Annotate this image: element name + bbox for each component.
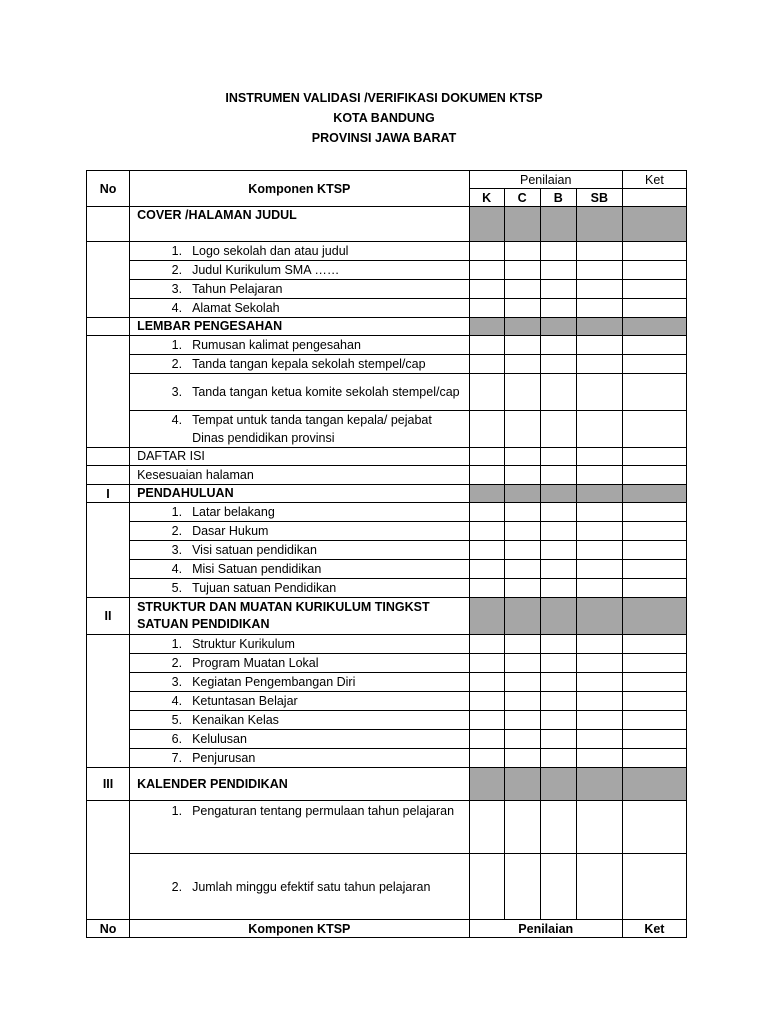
item-row: [87, 261, 687, 280]
header-ket-blank: [622, 189, 686, 207]
item-text: Misi Satuan pendidikan: [192, 562, 322, 576]
score-cell[interactable]: [504, 711, 540, 730]
ket-cell[interactable]: [622, 579, 686, 598]
ket-cell[interactable]: [622, 854, 686, 920]
shade-cell: [504, 485, 540, 503]
score-cell[interactable]: [540, 730, 576, 749]
score-cell[interactable]: [576, 730, 622, 749]
section-title-lembar: LEMBAR PENGESAHAN: [130, 318, 470, 336]
shade-cell: [576, 207, 622, 242]
score-cell[interactable]: [576, 673, 622, 692]
score-cell[interactable]: [576, 692, 622, 711]
item-text: Program Muatan Lokal: [192, 656, 319, 670]
item-row: [87, 336, 687, 355]
score-cell[interactable]: [540, 522, 576, 541]
score-cell[interactable]: [540, 466, 576, 485]
item-text: Logo sekolah dan atau judul: [192, 244, 349, 258]
score-cell[interactable]: [504, 730, 540, 749]
score-cell[interactable]: [469, 503, 504, 522]
header-row-1: [87, 171, 687, 189]
score-cell[interactable]: [504, 579, 540, 598]
score-cell[interactable]: [576, 355, 622, 374]
score-cell[interactable]: [504, 411, 540, 448]
header-b: B: [540, 189, 576, 207]
score-cell[interactable]: [540, 635, 576, 654]
cell-no: [87, 635, 130, 768]
item-cell: [130, 503, 470, 522]
score-cell[interactable]: [504, 749, 540, 768]
item-number: 2.: [171, 357, 183, 371]
score-cell[interactable]: [504, 654, 540, 673]
ket-cell[interactable]: [622, 711, 686, 730]
item-cell: [130, 749, 470, 768]
item-cell: [130, 374, 470, 411]
item-number: 4.: [171, 413, 183, 427]
item-cell: [130, 730, 470, 749]
score-cell[interactable]: [540, 242, 576, 261]
item-text: Visi satuan pendidikan: [192, 543, 317, 557]
item-row: [87, 654, 687, 673]
item-number: 1.: [171, 637, 183, 651]
shade-cell: [576, 768, 622, 801]
item-number: 3.: [171, 385, 183, 399]
item-cell: [130, 299, 470, 318]
item-number: 5.: [171, 581, 183, 595]
title-line-3: PROVINSI JAWA BARAT: [311, 131, 457, 145]
score-cell[interactable]: [469, 280, 504, 299]
shade-cell: [469, 598, 504, 635]
score-cell[interactable]: [504, 541, 540, 560]
score-cell[interactable]: [540, 801, 576, 854]
header-komponen: Komponen KTSP: [130, 171, 470, 207]
ket-cell[interactable]: [622, 673, 686, 692]
score-cell[interactable]: [469, 355, 504, 374]
shade-cell: [540, 768, 576, 801]
ket-cell[interactable]: [622, 411, 686, 448]
header-penilaian: Penilaian: [469, 171, 622, 189]
score-cell[interactable]: [540, 692, 576, 711]
score-cell[interactable]: [504, 522, 540, 541]
ket-cell[interactable]: [622, 635, 686, 654]
shade-cell: [540, 485, 576, 503]
item-row: [87, 673, 687, 692]
ket-cell[interactable]: [622, 541, 686, 560]
item-number: 4.: [171, 694, 183, 708]
item-row: [87, 579, 687, 598]
cell-no: [87, 207, 130, 242]
item-row: [87, 280, 687, 299]
item-cell: [130, 411, 470, 448]
item-row: [87, 355, 687, 374]
item-number: 1.: [171, 338, 183, 352]
score-cell[interactable]: [504, 336, 540, 355]
shade-cell: [540, 207, 576, 242]
item-number: 3.: [171, 675, 183, 689]
score-cell[interactable]: [504, 299, 540, 318]
item-row: [87, 801, 687, 854]
score-cell[interactable]: [540, 503, 576, 522]
score-cell[interactable]: [576, 522, 622, 541]
item-cell: [130, 692, 470, 711]
item-cell: [130, 280, 470, 299]
score-cell[interactable]: [469, 261, 504, 280]
item-cell: [130, 560, 470, 579]
score-cell[interactable]: [504, 673, 540, 692]
cell-no: [87, 242, 130, 318]
score-cell[interactable]: [504, 692, 540, 711]
item-text: Pengaturan tentang permulaan tahun pelajaran: [192, 804, 455, 818]
item-row: [87, 560, 687, 579]
score-cell[interactable]: [469, 242, 504, 261]
shade-cell: [504, 207, 540, 242]
score-cell[interactable]: [540, 541, 576, 560]
kesesuaian-label: Kesesuaian halaman: [130, 466, 470, 485]
score-cell[interactable]: [504, 854, 540, 920]
section-title-struktur: STRUKTUR DAN MUATAN KURIKULUM TINGKST SATUAN PENDIDIKAN: [130, 598, 470, 635]
score-cell[interactable]: [504, 560, 540, 579]
section-title-kalender: KALENDER PENDIDIKAN: [130, 768, 470, 801]
item-cell: [130, 522, 470, 541]
item-text: Kegiatan Pengembangan Diri: [192, 675, 356, 689]
item-row: [87, 635, 687, 654]
shade-cell: [622, 485, 686, 503]
score-cell[interactable]: [576, 579, 622, 598]
score-cell[interactable]: [469, 466, 504, 485]
shade-cell: [540, 318, 576, 336]
score-cell[interactable]: [576, 560, 622, 579]
section-row-2: [87, 598, 687, 635]
score-cell[interactable]: [504, 466, 540, 485]
score-cell[interactable]: [469, 801, 504, 854]
ket-cell[interactable]: [622, 522, 686, 541]
score-cell[interactable]: [469, 374, 504, 411]
item-text: Kenaikan Kelas: [192, 713, 279, 727]
score-cell[interactable]: [576, 635, 622, 654]
item-text: Jumlah minggu efektif satu tahun pelajaran: [192, 879, 431, 894]
score-cell[interactable]: [576, 749, 622, 768]
shade-cell: [576, 598, 622, 635]
item-row: [87, 730, 687, 749]
item-number: 6.: [171, 732, 183, 746]
shade-cell: [504, 768, 540, 801]
score-cell[interactable]: [469, 854, 504, 920]
score-cell[interactable]: [540, 448, 576, 466]
item-text: Ketuntasan Belajar: [192, 694, 298, 708]
score-cell[interactable]: [540, 280, 576, 299]
title-line-1: INSTRUMEN VALIDASI /VERIFIKASI DOKUMEN KTSP: [225, 91, 543, 105]
item-text: Judul Kurikulum SMA ……: [192, 263, 340, 277]
section-number: III: [87, 768, 130, 801]
section-title-pendahuluan: PENDAHULUAN: [130, 485, 470, 503]
item-cell: [130, 336, 470, 355]
document-title-block: [0, 88, 768, 148]
shade-cell: [504, 598, 540, 635]
score-cell[interactable]: [576, 242, 622, 261]
score-cell[interactable]: [540, 579, 576, 598]
item-number: 1.: [171, 804, 183, 818]
shade-cell: [469, 485, 504, 503]
item-number: 1.: [171, 505, 183, 519]
score-cell[interactable]: [540, 355, 576, 374]
score-cell[interactable]: [504, 374, 540, 411]
footer-header-row: [87, 920, 687, 938]
footer-ket: Ket: [622, 920, 686, 938]
item-text: Rumusan kalimat pengesahan: [192, 338, 361, 352]
shade-cell: [576, 485, 622, 503]
item-number: 2.: [171, 263, 183, 277]
ket-cell[interactable]: [622, 355, 686, 374]
header-c: C: [504, 189, 540, 207]
item-number: 2.: [171, 656, 183, 670]
section-row-1: [87, 485, 687, 503]
item-text: Kelulusan: [192, 732, 247, 746]
item-row: [87, 299, 687, 318]
shade-cell: [576, 318, 622, 336]
score-cell[interactable]: [540, 261, 576, 280]
score-cell[interactable]: [504, 503, 540, 522]
header-ket: Ket: [622, 171, 686, 189]
cell-no: [87, 503, 130, 598]
score-cell[interactable]: [469, 692, 504, 711]
item-cell: [130, 261, 470, 280]
score-cell[interactable]: [469, 654, 504, 673]
score-cell[interactable]: [576, 374, 622, 411]
item-cell: [130, 579, 470, 598]
ket-cell[interactable]: [622, 503, 686, 522]
ket-cell[interactable]: [622, 749, 686, 768]
item-number: 2.: [171, 879, 183, 894]
header-sb: SB: [576, 189, 622, 207]
score-cell[interactable]: [540, 411, 576, 448]
item-row: [87, 541, 687, 560]
ket-cell[interactable]: [622, 801, 686, 854]
item-number: 3.: [171, 543, 183, 557]
shade-cell: [469, 207, 504, 242]
score-cell[interactable]: [540, 336, 576, 355]
section-row-lembar: [87, 318, 687, 336]
score-cell[interactable]: [504, 801, 540, 854]
item-row: [87, 242, 687, 261]
item-text: Struktur Kurikulum: [192, 637, 295, 651]
row-daftar-isi: [87, 448, 687, 466]
score-cell[interactable]: [576, 711, 622, 730]
shade-cell: [622, 207, 686, 242]
ket-cell[interactable]: [622, 692, 686, 711]
item-row: [87, 692, 687, 711]
item-cell: [130, 541, 470, 560]
score-cell[interactable]: [504, 280, 540, 299]
score-cell[interactable]: [469, 673, 504, 692]
header-no: No: [87, 171, 130, 207]
item-number: 7.: [171, 751, 183, 765]
item-cell: [130, 242, 470, 261]
section-row-3: [87, 768, 687, 801]
item-row: [87, 411, 687, 448]
ket-cell[interactable]: [622, 261, 686, 280]
score-cell[interactable]: [540, 654, 576, 673]
item-row: [87, 522, 687, 541]
item-cell: [130, 801, 470, 854]
score-cell[interactable]: [576, 466, 622, 485]
cell-no: [87, 336, 130, 448]
score-cell[interactable]: [469, 336, 504, 355]
cell-no: [87, 318, 130, 336]
ket-cell[interactable]: [622, 242, 686, 261]
section-row-cover: [87, 207, 687, 242]
score-cell[interactable]: [469, 560, 504, 579]
ket-cell[interactable]: [622, 280, 686, 299]
score-cell[interactable]: [504, 448, 540, 466]
score-cell[interactable]: [576, 541, 622, 560]
score-cell[interactable]: [576, 411, 622, 448]
item-text: Tanda tangan kepala sekolah stempel/cap: [192, 357, 426, 371]
item-number: 5.: [171, 713, 183, 727]
header-k: K: [469, 189, 504, 207]
score-cell[interactable]: [469, 579, 504, 598]
item-text: Penjurusan: [192, 751, 256, 765]
score-cell[interactable]: [504, 635, 540, 654]
section-number: II: [87, 598, 130, 635]
score-cell[interactable]: [576, 336, 622, 355]
item-text: Latar belakang: [192, 505, 275, 519]
item-number: 4.: [171, 301, 183, 315]
item-cell: [130, 355, 470, 374]
score-cell[interactable]: [469, 299, 504, 318]
item-row: [87, 503, 687, 522]
item-row: [87, 711, 687, 730]
score-cell[interactable]: [469, 522, 504, 541]
score-cell[interactable]: [540, 560, 576, 579]
ket-cell[interactable]: [622, 560, 686, 579]
item-row: [87, 374, 687, 411]
ket-cell[interactable]: [622, 466, 686, 485]
item-text: Dasar Hukum: [192, 524, 269, 538]
cell-no: [87, 801, 130, 920]
item-text: Alamat Sekolah: [192, 301, 280, 315]
item-number: 1.: [171, 244, 183, 258]
shade-cell: [622, 768, 686, 801]
score-cell[interactable]: [540, 854, 576, 920]
row-kesesuaian: [87, 466, 687, 485]
score-cell[interactable]: [576, 801, 622, 854]
score-cell[interactable]: [576, 854, 622, 920]
score-cell[interactable]: [576, 503, 622, 522]
score-cell[interactable]: [469, 635, 504, 654]
validation-table: [86, 170, 687, 938]
section-number: I: [87, 485, 130, 503]
score-cell[interactable]: [540, 749, 576, 768]
shade-cell: [504, 318, 540, 336]
score-cell[interactable]: [540, 673, 576, 692]
score-cell[interactable]: [576, 280, 622, 299]
score-cell[interactable]: [469, 411, 504, 448]
score-cell[interactable]: [540, 299, 576, 318]
cell-no: [87, 466, 130, 485]
item-cell: [130, 654, 470, 673]
shade-cell: [622, 598, 686, 635]
item-number: 3.: [171, 282, 183, 296]
ket-cell[interactable]: [622, 654, 686, 673]
score-cell[interactable]: [469, 749, 504, 768]
ket-cell[interactable]: [622, 448, 686, 466]
item-number: 2.: [171, 524, 183, 538]
footer-no: No: [87, 920, 130, 938]
item-row: [87, 749, 687, 768]
item-cell: [130, 854, 470, 920]
footer-penilaian: Penilaian: [469, 920, 622, 938]
score-cell[interactable]: [576, 654, 622, 673]
score-cell[interactable]: [504, 355, 540, 374]
score-cell[interactable]: [469, 541, 504, 560]
item-text: Tahun Pelajaran: [192, 282, 283, 296]
item-number: 4.: [171, 562, 183, 576]
shade-cell: [622, 318, 686, 336]
title-line-2: KOTA BANDUNG: [333, 111, 435, 125]
ket-cell[interactable]: [622, 730, 686, 749]
item-text: Tempat untuk tanda tangan kepala/ pejabat Dinas pendidikan provinsi: [192, 413, 432, 445]
cell-no: [87, 448, 130, 466]
ket-cell[interactable]: [622, 336, 686, 355]
item-text: Tanda tangan ketua komite sekolah stempel/cap: [192, 385, 460, 399]
item-cell: [130, 673, 470, 692]
shade-cell: [540, 598, 576, 635]
section-title-cover: COVER /HALAMAN JUDUL: [130, 207, 470, 242]
daftar-isi-label: DAFTAR ISI: [130, 448, 470, 466]
item-text: Tujuan satuan Pendidikan: [192, 581, 337, 595]
ket-cell[interactable]: [622, 299, 686, 318]
score-cell[interactable]: [540, 374, 576, 411]
footer-komponen: Komponen KTSP: [130, 920, 470, 938]
shade-cell: [469, 768, 504, 801]
item-row: [87, 854, 687, 920]
ket-cell[interactable]: [622, 374, 686, 411]
score-cell[interactable]: [504, 242, 540, 261]
score-cell[interactable]: [469, 730, 504, 749]
item-cell: [130, 635, 470, 654]
score-cell[interactable]: [469, 711, 504, 730]
score-cell[interactable]: [576, 299, 622, 318]
item-cell: [130, 711, 470, 730]
score-cell[interactable]: [504, 261, 540, 280]
score-cell[interactable]: [576, 448, 622, 466]
shade-cell: [469, 318, 504, 336]
score-cell[interactable]: [469, 448, 504, 466]
score-cell[interactable]: [576, 261, 622, 280]
score-cell[interactable]: [540, 711, 576, 730]
